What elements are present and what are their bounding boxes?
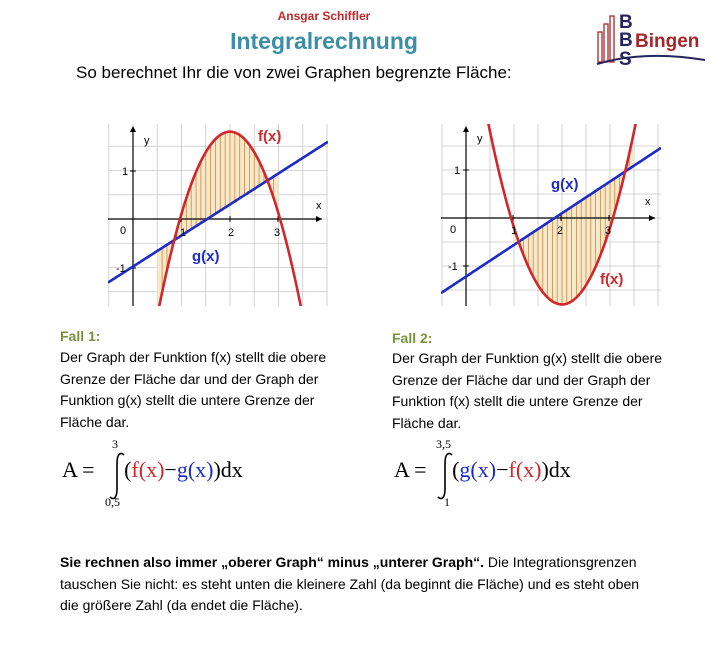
logo-bars <box>598 16 614 62</box>
logo-letter-b1: B <box>619 12 633 33</box>
formula-expression <box>394 457 571 483</box>
fall-2-line: Fläche dar. <box>392 414 462 431</box>
formula-expression <box>62 457 243 483</box>
fall-2-description <box>392 348 722 434</box>
formula-fall-1 <box>62 437 322 517</box>
paren-open: ( <box>452 457 460 482</box>
tick-label-x-1: 1 <box>180 227 187 239</box>
tick-label-x-3: 3 <box>605 225 612 237</box>
axis-label-x: x <box>316 200 322 212</box>
fall-2-line: Der Graph der Funktion g(x) stellt die obere <box>392 350 663 366</box>
graph-fall-2 <box>441 124 661 306</box>
label-g: g(x) <box>192 248 220 265</box>
logo-word: Bingen <box>635 31 700 52</box>
fall-1-label: Fall 1: <box>60 328 101 344</box>
upper-bound: 3,5 <box>436 437 451 451</box>
area-symbol: A = <box>394 457 427 482</box>
fall-2-line: Grenze der Fläche dar und der Graph der <box>392 371 651 388</box>
axis-label-y: y <box>477 133 483 145</box>
logo-letter-b2: B <box>619 30 633 51</box>
fall-1-line: Grenze der Fläche dar und der Graph der <box>60 370 319 387</box>
area-symbol: A = <box>62 457 95 482</box>
tick-label-x-1: 1 <box>511 225 518 237</box>
page-title: Integralrechnung <box>230 28 418 54</box>
summary-paragraph <box>60 552 720 617</box>
tick-label-x-0: 0 <box>450 224 457 236</box>
axis-label-x: x <box>645 196 651 208</box>
label-g: g(x) <box>551 176 579 193</box>
label-f: f(x) <box>258 128 282 145</box>
tick-label-x-2: 2 <box>228 227 235 239</box>
term-g: g(x) <box>176 457 214 482</box>
paren-open: ( <box>124 457 132 482</box>
tick-label-y-1: 1 <box>122 166 129 178</box>
page-subtitle: So berechnet Ihr die von zwei Graphen begrenzte Fläche: <box>76 63 512 82</box>
lower-bound: 1 <box>444 495 450 509</box>
summary-line-2: tauschen Sie nicht: es steht unten die kleinere Zahl (da beginnt die Fläche) und es steht oben <box>60 575 640 592</box>
upper-bound: 3 <box>112 437 118 451</box>
lower-bound: 0,5 <box>105 495 120 509</box>
summary-line-1 <box>60 552 720 574</box>
logo-swoosh <box>597 56 705 64</box>
fall-1-line: Fläche dar. <box>60 413 130 430</box>
formula-fall-2 <box>394 437 654 517</box>
axis-label-y: y <box>144 135 150 147</box>
paren-close-dx: )dx <box>213 457 243 482</box>
fall-2-label: Fall 2: <box>392 330 433 346</box>
fall-1-line: Der Graph der Funktion f(x) stellt die obere <box>60 349 327 365</box>
tick-label-y-1: 1 <box>454 165 461 177</box>
fall-1-line: Funktion g(x) stellt die untere Grenze der <box>60 392 315 408</box>
summary-line-3: die größere Zahl (da endet die Fläche). <box>60 597 303 613</box>
bbs-bingen-logo <box>595 10 707 68</box>
author-name: Ansgar Schiffler <box>277 9 371 23</box>
term-g: g(x) <box>459 457 497 482</box>
summary-bold: Sie rechnen also immer „oberer Graph“ minus „unterer Graph“. <box>60 554 485 570</box>
minus-sign: − <box>164 457 177 482</box>
tick-label-x-2: 2 <box>557 225 564 237</box>
fall-1-description <box>60 347 380 433</box>
summary-rest: Die Integrationsgrenzen <box>484 554 637 570</box>
fall-2-line: Funktion f(x) stellt die untere Grenze der <box>392 393 643 409</box>
tick-label-x-0: 0 <box>120 225 127 237</box>
tick-label-y-neg1: -1 <box>448 261 458 273</box>
paren-close-dx: )dx <box>541 457 571 482</box>
minus-sign: − <box>496 457 509 482</box>
tick-label-x-3: 3 <box>274 227 281 239</box>
label-f: f(x) <box>600 271 624 288</box>
logo-letter-s: S <box>619 49 632 68</box>
tick-label-y-neg1: -1 <box>116 263 126 275</box>
term-f: f(x) <box>508 457 542 482</box>
graph-fall-1 <box>108 124 328 306</box>
term-f: f(x) <box>131 457 165 482</box>
